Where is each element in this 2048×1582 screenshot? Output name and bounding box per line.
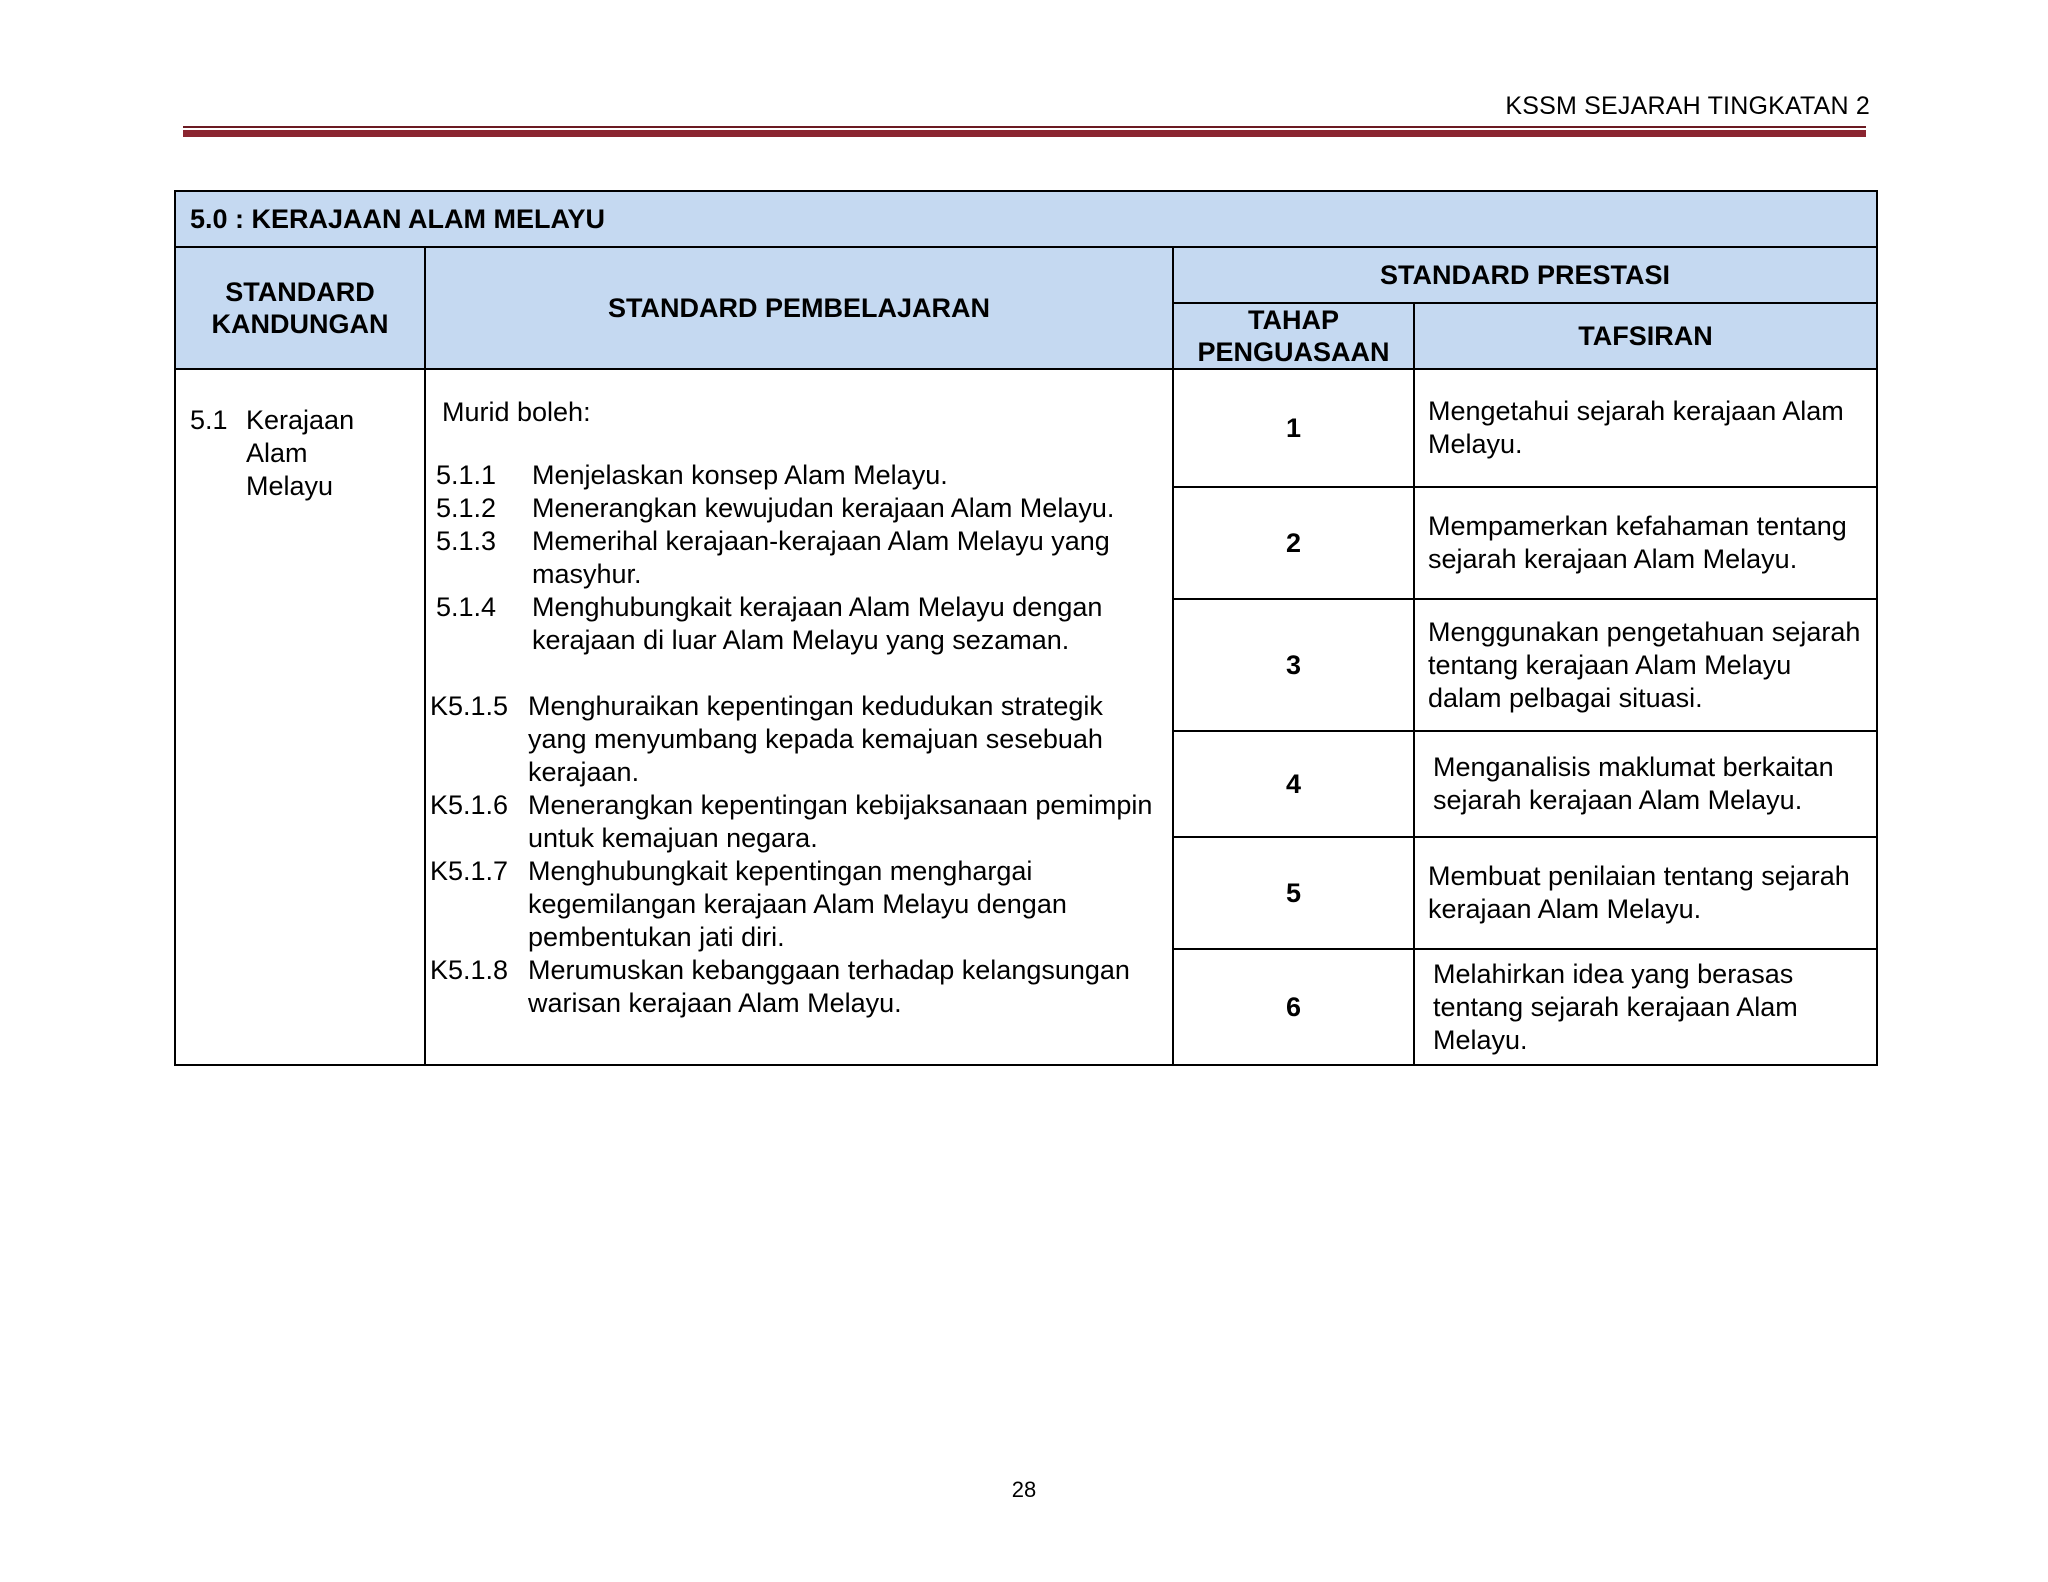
table-title: 5.0 : KERAJAAN ALAM MELAYU	[175, 191, 1877, 247]
k-standard-text: Menghuraikan kepentingan kedudukan strategik yang menyumbang kepada kemajuan sesebuah kerajaan.	[528, 691, 1103, 787]
k-standard-text: Menghubungkait kepentingan menghargai kegemilangan kerajaan Alam Melayu dengan pembentukan jati diri.	[528, 856, 1067, 952]
tahap-penguasaan-level: 3	[1173, 599, 1414, 731]
k-standard-item	[430, 789, 1162, 855]
document-header-title: KSSM SEJARAH TINGKATAN 2	[1505, 92, 1870, 120]
learning-standard-code: 5.1.3	[436, 526, 497, 556]
tafsiran-text: Melahirkan idea yang berasas tentang sejarah kerajaan Alam Melayu.	[1414, 949, 1877, 1065]
learning-standard-code: 5.1.2	[436, 493, 497, 523]
tahap-penguasaan-level: 1	[1173, 369, 1414, 487]
header-standard-kandungan	[175, 247, 425, 369]
standard-pembelajaran-intro: Murid boleh:	[442, 397, 591, 427]
header-rule-thick	[183, 130, 1866, 137]
learning-standard-text: Menghubungkait kerajaan Alam Melayu dengan kerajaan di luar Alam Melayu yang sezaman.	[532, 592, 1103, 655]
k-standard-code: K5.1.5	[430, 691, 509, 721]
header-tahap-penguasaan	[1173, 303, 1414, 369]
tafsiran-text: Menganalisis maklumat berkaitan sejarah kerajaan Alam Melayu.	[1414, 731, 1877, 837]
learning-standard-code: 5.1.1	[436, 460, 497, 490]
learning-standard-text: Menjelaskan konsep Alam Melayu.	[532, 460, 948, 490]
k-standard-code: K5.1.8	[430, 955, 509, 985]
tahap-penguasaan-level: 2	[1173, 487, 1414, 599]
k-standard-code: K5.1.7	[430, 856, 509, 886]
header-standard-pembelajaran: STANDARD PEMBELAJARAN	[425, 247, 1173, 369]
header-rule-thin	[183, 126, 1866, 128]
learning-standard-text: Menerangkan kewujudan kerajaan Alam Melayu.	[532, 493, 1115, 523]
learning-standard-text: Memerihal kerajaan-kerajaan Alam Melayu yang masyhur.	[532, 526, 1110, 589]
k-standard-item	[430, 690, 1162, 789]
header-standard-prestasi: STANDARD PRESTASI	[1173, 247, 1877, 303]
standard-kandungan-title	[246, 404, 354, 503]
k-standard-text: Merumuskan kebanggaan terhadap kelangsungan warisan kerajaan Alam Melayu.	[528, 955, 1130, 1018]
curriculum-table-container	[174, 190, 1876, 1066]
header-tahap-penguasaan-label: TAHAP PENGUASAAN	[1197, 305, 1390, 367]
standard-kandungan-line: Melayu	[246, 471, 334, 501]
page-number: 28	[1011, 1477, 1037, 1502]
learning-standard-item	[436, 459, 1162, 492]
standard-kandungan-line: Alam	[246, 438, 308, 468]
k-standard-list	[430, 690, 1162, 1020]
standard-kandungan-cell	[175, 369, 425, 1065]
k-standard-text: Menerangkan kepentingan kebijaksanaan pemimpin untuk kemajuan negara.	[528, 790, 1153, 853]
tafsiran-text: Mempamerkan kefahaman tentang sejarah kerajaan Alam Melayu.	[1414, 487, 1877, 599]
tahap-penguasaan-level: 6	[1173, 949, 1414, 1065]
standard-kandungan-entry	[190, 404, 424, 503]
tahap-penguasaan-level: 4	[1173, 731, 1414, 837]
k-standard-item	[430, 954, 1162, 1020]
header-tafsiran: TAFSIRAN	[1414, 303, 1877, 369]
learning-standard-item	[436, 492, 1162, 525]
standard-kandungan-number: 5.1	[190, 405, 228, 435]
tahap-penguasaan-level: 5	[1173, 837, 1414, 949]
spacer	[436, 657, 1162, 690]
learning-standard-code: 5.1.4	[436, 592, 497, 622]
tafsiran-text: Membuat penilaian tentang sejarah kerajaan Alam Melayu.	[1414, 837, 1877, 949]
tafsiran-text: Mengetahui sejarah kerajaan Alam Melayu.	[1414, 369, 1877, 487]
curriculum-table	[174, 190, 1878, 1066]
learning-standard-item	[436, 591, 1162, 657]
standard-kandungan-line: Kerajaan	[246, 405, 355, 435]
learning-standard-item	[436, 525, 1162, 591]
header-standard-kandungan-label: STANDARD KANDUNGAN	[211, 277, 389, 339]
standard-pembelajaran-cell	[425, 369, 1173, 1065]
k-standard-item	[430, 855, 1162, 954]
k-standard-code: K5.1.6	[430, 790, 509, 820]
tafsiran-text: Menggunakan pengetahuan sejarah tentang kerajaan Alam Melayu dalam pelbagai situasi.	[1414, 599, 1877, 731]
